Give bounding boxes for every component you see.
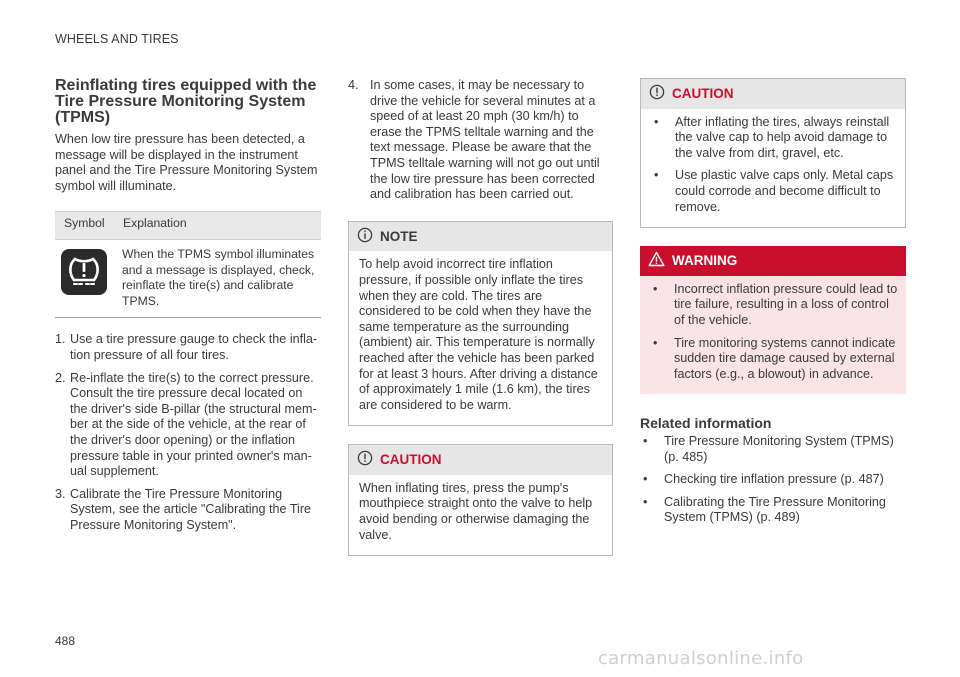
caution-body bbox=[641, 109, 905, 228]
list-item bbox=[651, 168, 897, 215]
note-title: NOTE bbox=[380, 228, 418, 244]
table-header-symbol: Symbol bbox=[55, 212, 114, 240]
list-item-text: Use plastic valve caps only. Metal caps could corrode and become difficult to remove. bbox=[675, 168, 894, 214]
step-text: Use a tire pressure gauge to check the inflation pressure of all four tires. bbox=[70, 332, 318, 362]
table-row bbox=[55, 239, 321, 317]
bullet: • bbox=[653, 335, 658, 350]
list-item-text: Tire monitoring systems cannot indicate sudden tire damage caused by external factors (e.g., a blowout) in advance. bbox=[674, 335, 896, 381]
table-header-explanation: Explanation bbox=[114, 212, 321, 240]
bullet: • bbox=[653, 281, 658, 296]
info-icon bbox=[357, 227, 373, 247]
list-item bbox=[55, 371, 321, 480]
list-item bbox=[650, 282, 898, 329]
column-left bbox=[55, 78, 321, 540]
note-text: To help avoid incorrect tire inflation pressure, if possible only inflate the tires when they are cold. The tires are considered to be cold when they have the same temperature as the surrounding (ambient) air. This temperature is normally reached after the vehicle has been parked for at least 3 hours. After driving a distance of approximately 1 mile (1.6 km), the tires are considered to be warm. bbox=[359, 257, 598, 412]
symbol-table bbox=[55, 211, 321, 318]
bullet: • bbox=[654, 168, 659, 183]
list-item bbox=[650, 336, 898, 383]
tpms-warning-icon bbox=[61, 249, 107, 295]
warning-list bbox=[650, 282, 898, 383]
related-link[interactable]: Calibrating the Tire Pressure Monitoring System (TPMS) (p. 489) bbox=[664, 494, 886, 525]
caution-text: When inflating tires, press the pump's mouthpiece straight onto the valve to help avoid bending or otherwise damaging the valve. bbox=[359, 480, 593, 542]
step-text: Calibrate the Tire Pressure Monitoring System, see the article "Calibrating the Tire Pressure Monitoring System". bbox=[70, 486, 312, 532]
caution-header bbox=[349, 445, 612, 475]
list-item-text: After inflating the tires, always reinstall the valve cap to help avoid damage to the valve from dirt, gravel, etc. bbox=[675, 114, 890, 160]
step-number: 4. bbox=[348, 78, 359, 92]
page-number: 488 bbox=[55, 634, 76, 648]
related-information-list bbox=[640, 434, 906, 526]
note-box bbox=[348, 221, 613, 427]
watermark: carmanualsonline.info bbox=[598, 648, 804, 669]
procedure-steps bbox=[55, 332, 321, 533]
list-item-text: Incorrect inflation pressure could lead to tire failure, resulting in a loss of control of the vehicle. bbox=[674, 281, 898, 327]
list-item[interactable] bbox=[640, 472, 906, 488]
intro-paragraph: When low tire pressure has been detected, a message will be displayed in the instrument panel and the Tire Pressure Monitoring System symbol will illuminate. bbox=[55, 132, 318, 193]
note-header bbox=[349, 222, 612, 252]
list-item[interactable] bbox=[640, 495, 906, 526]
section-title: Reinflating tires equipped with the Tire Pressure Monitoring System (TPMS) bbox=[55, 77, 317, 126]
bullet: • bbox=[643, 494, 648, 509]
warning-title: WARNING bbox=[672, 253, 738, 269]
caution-box bbox=[640, 78, 906, 228]
caution-list bbox=[651, 115, 897, 216]
column-right bbox=[640, 78, 906, 526]
step-number: 2. bbox=[55, 370, 66, 385]
step-number: 1. bbox=[55, 332, 66, 347]
running-header: WHEELS AND TIRES bbox=[55, 32, 179, 46]
caution-title: CAUTION bbox=[672, 86, 734, 101]
list-item bbox=[55, 332, 321, 363]
step-number: 3. bbox=[55, 486, 66, 501]
step-text: In some cases, it may be necessary to drive the vehicle for several minutes at a speed of at least 20 mph (30 km/h) to erase the TPMS telltale warning and the text message. Please be aware that the TPMS telltale warning will not go out until the low tire pressure has been corrected and calibration has been carried out. bbox=[370, 78, 600, 202]
caution-header bbox=[641, 79, 905, 109]
column-middle bbox=[348, 78, 613, 556]
list-item bbox=[651, 115, 897, 162]
caution-box bbox=[348, 444, 613, 556]
exclamation-circle-icon bbox=[357, 450, 373, 470]
bullet: • bbox=[643, 472, 648, 487]
related-information-heading: Related information bbox=[640, 415, 772, 432]
table-cell-explanation: When the TPMS symbol illuminates and a message is displayed, check, reinflate the tire(s) and calibrate TPMS. bbox=[114, 239, 321, 317]
related-link[interactable]: Checking tire inflation pressure (p. 487) bbox=[664, 472, 884, 487]
step-text: Re-inflate the tire(s) to the correct pressure. Consult the tire pressure decal located on the driver's side B-pillar (the structural member at the side of the vehicle, at the rear of the driver's door opening) or the inflation pressure table in your printed owner's manual supplement. bbox=[70, 370, 317, 479]
procedure-steps-continued bbox=[348, 78, 613, 203]
bullet: • bbox=[643, 433, 648, 448]
warning-body bbox=[640, 276, 906, 395]
list-item[interactable] bbox=[640, 434, 906, 465]
related-link[interactable]: Tire Pressure Monitoring System (TPMS) (p. 485) bbox=[664, 433, 894, 464]
warning-header bbox=[640, 246, 906, 276]
warning-box bbox=[640, 246, 906, 394]
bullet: • bbox=[654, 114, 659, 129]
exclamation-circle-icon bbox=[649, 84, 665, 104]
warning-triangle-icon bbox=[648, 251, 665, 271]
list-item bbox=[55, 487, 321, 534]
list-item bbox=[348, 78, 613, 203]
table-cell-symbol bbox=[55, 239, 114, 317]
caution-title: CAUTION bbox=[380, 452, 442, 468]
